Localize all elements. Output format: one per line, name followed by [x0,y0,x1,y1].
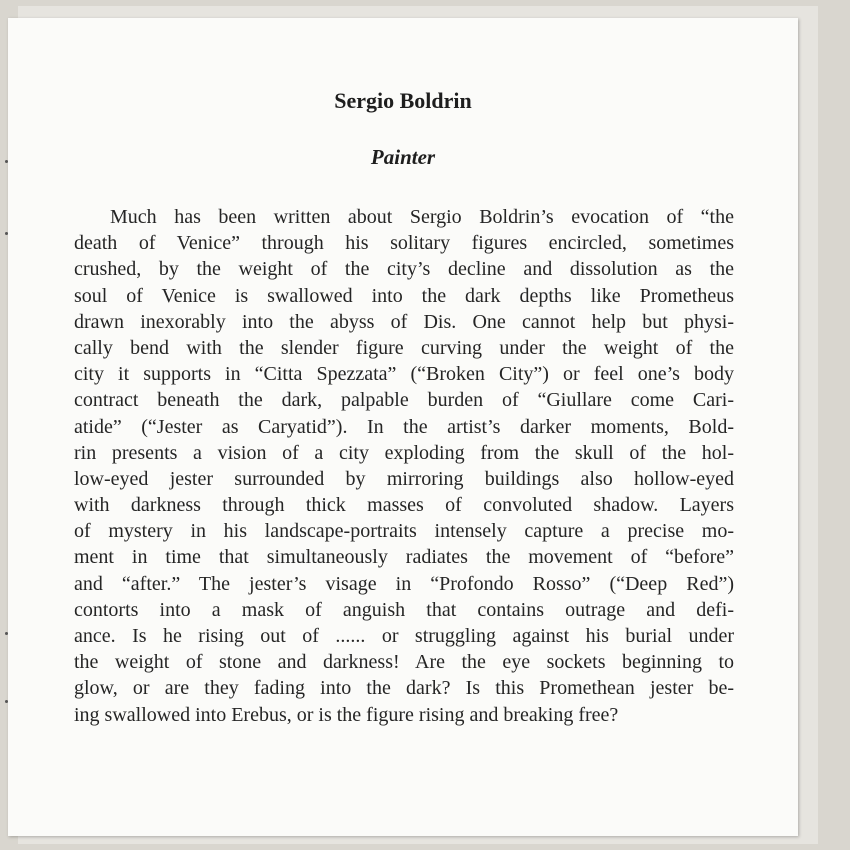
paragraph-line: low-eyed jester surrounded by mirroring buildings also hollow-eyed [74,467,734,490]
paragraph-line: Much has been written about Sergio Boldrin’s evocation of “the [110,206,734,228]
paragraph-line: drawn inexorably into the abyss of Dis. One cannot help but physi- [74,310,734,333]
binding-hole-mark [5,232,8,235]
binding-hole-mark [5,700,8,703]
binding-hole-mark [5,632,8,635]
binding-hole-mark [5,160,8,163]
paragraph-line: contorts into a mask of anguish that contains outrage and defi- [74,598,734,621]
paragraph-line: and “after.” The jester’s visage in “Profondo Rosso” (“Deep Red”) [74,572,734,595]
paragraph-line: with darkness through thick masses of convoluted shadow. Layers [74,494,734,517]
paragraph-line: ance. Is he rising out of ...... or struggling against his burial under [74,625,734,647]
paragraph-line: soul of Venice is swallowed into the dark depths like Prometheus [74,284,734,307]
paragraph-line: crushed, by the weight of the city’s decline and dissolution as the [74,258,734,281]
paragraph-line: death of Venice” through his solitary figures encircled, sometimes [74,232,734,255]
paragraph-line: glow, or are they fading into the dark? Is this Promethean jester be- [74,677,734,700]
book-page [8,18,798,836]
paragraph-line: ing swallowed into Erebus, or is the figure rising and breaking free? [74,703,619,726]
body-paragraph [74,204,734,728]
paragraph-line: of mystery in his landscape-portraits intensely capture a precise mo- [74,520,734,543]
page-title: Sergio Boldrin [334,88,472,113]
page-subtitle: Painter [370,145,436,169]
paragraph-line: ment in time that simultaneously radiates the movement of “before” [74,546,734,569]
paragraph-line: rin presents a vision of a city exploding from the skull of the hol- [74,441,734,464]
paragraph-line: city it supports in “Citta Spezzata” (“Broken City”) or feel one’s body [74,363,734,386]
paragraph-line: atide” (“Jester as Caryatid”). In the artist’s darker moments, Bold- [74,415,734,438]
paragraph-line: the weight of stone and darkness! Are the eye sockets beginning to [74,651,734,674]
paragraph-line: cally bend with the slender figure curving under the weight of the [74,336,734,359]
paragraph-line: contract beneath the dark, palpable burden of “Giullare come Cari- [74,389,734,412]
